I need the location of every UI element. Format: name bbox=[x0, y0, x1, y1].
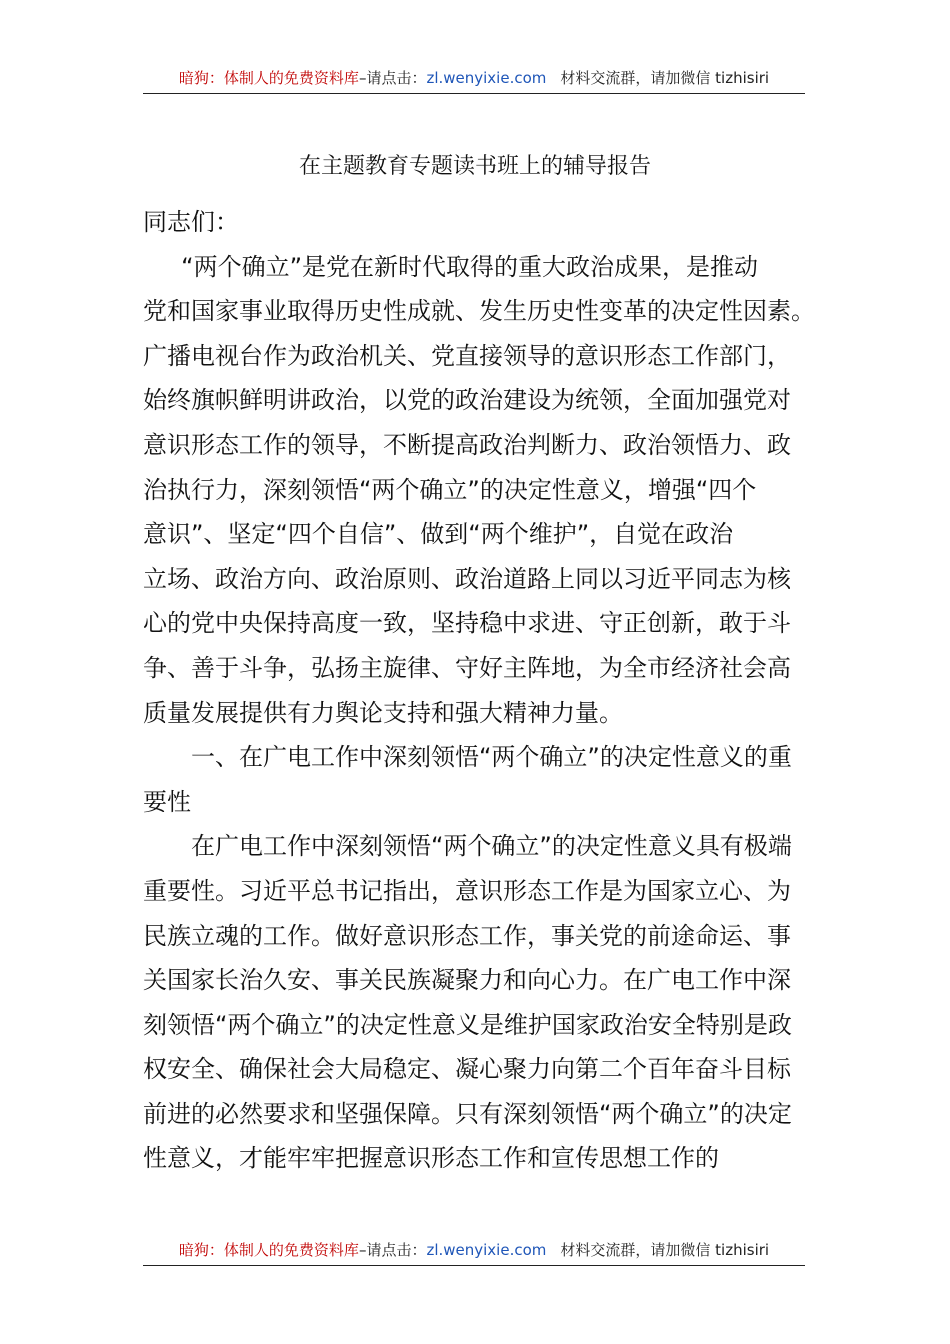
intro-line: 意识形态工作的领导，不断提高政治判断力、政治领悟力、政 bbox=[143, 430, 791, 459]
intro-line: 始终旗帜鲜明讲政治，以党的政治建设为统领，全面加强党对 bbox=[143, 386, 791, 415]
intro-line: 意识”、坚定“四个自信”、做到“两个维护”，自觉在政治 bbox=[143, 520, 734, 549]
intro-paragraph bbox=[143, 245, 815, 736]
intro-line: 党和国家事业取得历史性成就、发生历史性变革的决定性因素。 bbox=[143, 297, 815, 326]
intro-line: 心的党中央保持高度一致，坚持稳中求进、守正创新，敢于斗 bbox=[143, 609, 791, 638]
intro-line: 质量发展提供有力舆论支持和强大精神力量。 bbox=[143, 698, 623, 727]
document-body bbox=[143, 200, 815, 1181]
footer-link[interactable]: zl.wenyixie.com bbox=[426, 1241, 547, 1259]
section-heading: 一、在广电工作中深刻领悟“两个确立”的决定性意义的重要性 bbox=[143, 743, 792, 816]
footer-note: 材料交流群，请加微信 tizhisiri bbox=[560, 1241, 770, 1259]
header-note: 材料交流群，请加微信 tizhisiri bbox=[560, 69, 770, 87]
page-header bbox=[143, 67, 805, 94]
document-title: 在主题教育专题读书班上的辅导报告 bbox=[298, 154, 651, 179]
intro-line: 争、善于斗争，弘扬主旋律、守好主阵地，为全市经济社会高 bbox=[143, 653, 791, 682]
header-prompt: –请点击： bbox=[358, 69, 427, 87]
salutation: 同志们： bbox=[143, 208, 239, 236]
intro-line: 广播电视台作为政治机关、党直接领导的意识形态工作部门， bbox=[143, 341, 791, 370]
intro-line: 立场、政治方向、政治原则、政治道路上同以习近平同志为核 bbox=[143, 564, 791, 593]
intro-line: “两个确立”是党在新时代取得的重大政治成果，是推动 bbox=[143, 252, 759, 281]
page-footer bbox=[143, 1239, 805, 1266]
section-paragraph: 在广电工作中深刻领悟“两个确立”的决定性意义具有极端重要性。习近平总书记指出，意识形态工作是为国家立心、为民族立魂的工作。做好意识形态工作，事关党的前途命运、事关国家长治久安、事关民族凝聚力和向心力。在广电工作中深刻领悟“两个确立”的决定性意义是维护国家政治安全特别是政权安全、确保社会大局稳定、凝心聚力向第二个百年奋斗目标前进的必然要求和坚强保障。只有深刻领悟“两个确立”的决定性意义，才能牢牢把握意识形态工作和宣传思想工作的 bbox=[143, 832, 792, 1173]
footer-brand: 暗狗：体制人的免费资料库 bbox=[178, 1241, 359, 1259]
footer-prompt: –请点击： bbox=[358, 1241, 427, 1259]
intro-line: 治执行力，深刻领悟“两个确立”的决定性意义，增强“四个 bbox=[143, 475, 757, 504]
header-brand: 暗狗：体制人的免费资料库 bbox=[178, 69, 359, 87]
header-link[interactable]: zl.wenyixie.com bbox=[426, 69, 547, 87]
